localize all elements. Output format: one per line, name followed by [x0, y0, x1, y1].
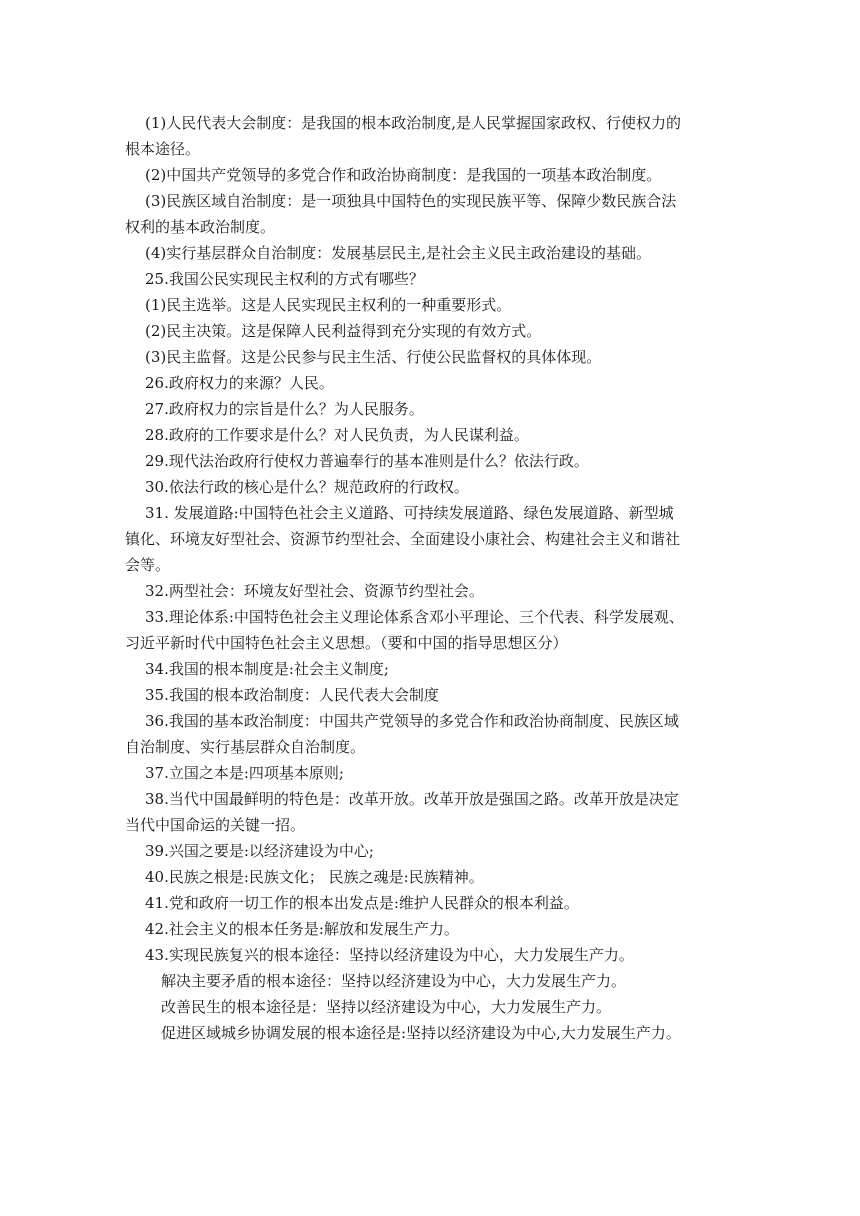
text-line: 习近平新时代中国特色社会主义思想。（要和中国的指导思想区分） [125, 634, 568, 652]
text-line: (1)人民代表大会制度：是我国的根本政治制度,是人民掌握国家政权、行使权力的 [145, 114, 682, 132]
text-line: 28.政府的工作要求是什么？对人民负责，为人民谋利益。 [145, 426, 529, 444]
text-line: (3)民主监督。这是公民参与民主生活、行使公民监督权的具体体现。 [145, 348, 602, 366]
text-line: 35.我国的根本政治制度：人民代表大会制度 [145, 686, 439, 704]
text-line: 25.我国公民实现民主权利的方式有哪些？ [145, 270, 424, 288]
text-line: 33.理论体系:中国特色社会主义理论体系含邓小平理论、三个代表、科学发展观、 [145, 608, 684, 626]
text-line: 27.政府权力的宗旨是什么？为人民服务。 [145, 400, 424, 418]
text-line: 改善民生的根本途径是：坚持以经济建设为中心，大力发展生产力。 [161, 998, 612, 1016]
text-line: 36.我国的基本政治制度：中国共产党领导的多党合作和政治协商制度、民族区域 [145, 712, 679, 730]
text-line: 37.立国之本是:四项基本原则; [145, 764, 344, 782]
text-line: 39.兴国之要是:以经济建设为中心; [145, 842, 374, 860]
text-line: (2)中国共产党领导的多党合作和政治协商制度：是我国的一项基本政治制度。 [145, 166, 662, 184]
text-line: (4)实行基层群众自治制度：发展基层民主,是社会主义民主政治建设的基础。 [145, 244, 652, 262]
text-line: 促进区域城乡协调发展的根本途径是:坚持以经济建设为中心,大力发展生产力。 [161, 1024, 681, 1042]
document-body [125, 110, 740, 1046]
text-line: 42.社会主义的根本任务是:解放和发展生产力。 [145, 920, 459, 938]
text-line: 权利的基本政治制度。 [125, 218, 276, 236]
text-line: 解决主要矛盾的根本途径：坚持以经济建设为中心，大力发展生产力。 [161, 972, 627, 990]
text-line: 43.实现民族复兴的根本途径：坚持以经济建设为中心，大力发展生产力。 [145, 946, 634, 964]
text-line: (1)民主选举。这是人民实现民主权利的一种重要形式。 [145, 296, 512, 314]
text-line: 34.我国的根本制度是:社会主义制度; [145, 660, 389, 678]
text-line: 根本途径。 [125, 140, 201, 158]
text-line: 31. 发展道路:中国特色社会主义道路、可持续发展道路、绿色发展道路、新型城 [145, 504, 674, 522]
text-line: 自治制度、实行基层群众自治制度。 [125, 738, 366, 756]
text-line: (2)民主决策。这是保障人民利益得到充分实现的有效方式。 [145, 322, 542, 340]
text-line: 38.当代中国最鲜明的特色是：改革开放。改革开放是强国之路。改革开放是决定 [145, 790, 679, 808]
text-line: 32.两型社会：环境友好型社会、资源节约型社会。 [145, 582, 484, 600]
text-line: 30.依法行政的核心是什么？规范政府的行政权。 [145, 478, 469, 496]
text-line: 29.现代法治政府行使权力普遍奉行的基本准则是什么？依法行政。 [145, 452, 589, 470]
text-line: 41.党和政府一切工作的根本出发点是:维护人民群众的根本利益。 [145, 894, 579, 912]
text-line: 会等。 [125, 556, 171, 574]
text-line: 当代中国命运的关键一招。 [125, 816, 306, 834]
text-line: (3)民族区域自治制度：是一项独具中国特色的实现民族平等、保障少数民族合法 [145, 192, 677, 210]
text-line: 镇化、环境友好型社会、资源节约型社会、全面建设小康社会、构建社会主义和谐社 [125, 530, 681, 548]
text-line: 40.民族之根是:民族文化； 民族之魂是:民族精神。 [145, 868, 484, 886]
text-line: 26.政府权力的来源？人民。 [145, 374, 334, 392]
